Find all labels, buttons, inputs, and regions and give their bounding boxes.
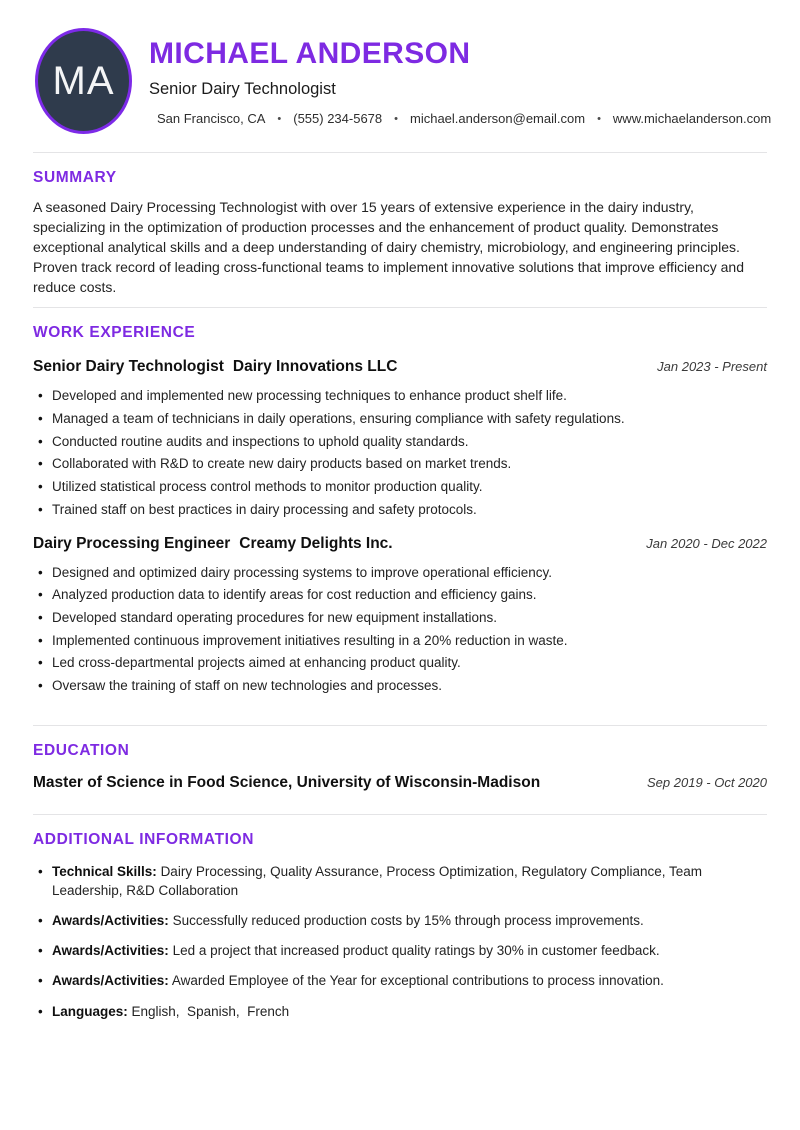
section-additional-information: [33, 814, 767, 1021]
education-entry: [33, 774, 767, 792]
bullet-separator-icon: •: [277, 112, 282, 125]
job-title: Senior Dairy Technologist: [33, 358, 224, 376]
additional-item: [33, 1002, 767, 1021]
job-bullet: • Designed and optimized dairy processing systems to improve operational efficiency.: [33, 563, 767, 582]
job-bullet: • Analyzed production data to identify areas for cost reduction and efficiency gains.: [33, 585, 767, 604]
additional-item-text: Dairy Processing, Quality Assurance, Process Optimization, Regulatory Compliance, Team Leadership, R&D Collaboration: [52, 863, 706, 898]
job-bullet: • Implemented continuous improvement initiatives resulting in a 20% reduction in waste.: [33, 631, 767, 650]
section-work-experience: [33, 307, 767, 724]
candidate-name: MICHAEL ANDERSON: [149, 37, 471, 70]
job-bullet-list: [33, 386, 767, 518]
job-bullet: • Oversaw the training of staff on new technologies and processes.: [33, 676, 767, 695]
job-dates: Jan 2023 - Present: [657, 359, 767, 375]
contact-website: www.michaelanderson.com: [612, 111, 772, 126]
summary-text: A seasoned Dairy Processing Technologist with over 15 years of extensive experience in the dairy industry, specializing in the optimization of production processes and the enhancement of product quality. Demonstrates exceptional analytical skills and a deep understanding of dairy chemistry, microbiology, and engineering principles. Proven track record of leading cross-functional teams to implement innovative solutions that improve efficiency and reduce costs.: [33, 199, 744, 295]
job-bullet: • Developed standard operating procedures for new equipment installations.: [33, 608, 767, 627]
job-header: [33, 358, 767, 376]
additional-item-text: Led a project that increased product quality ratings by 30% in customer feedback.: [172, 943, 660, 959]
job-bullet: • Conducted routine audits and inspections to uphold quality standards.: [33, 432, 767, 451]
work-experience-heading: WORK EXPERIENCE: [33, 324, 196, 342]
additional-item-label: Technical Skills:: [52, 863, 157, 879]
bullet-separator-icon: •: [597, 112, 601, 125]
avatar-initials: MA: [52, 58, 115, 103]
section-summary: [33, 152, 767, 307]
additional-item: [33, 941, 767, 960]
additional-item-text: Successfully reduced production costs by 15% through process improvements.: [172, 913, 644, 929]
additional-item: [33, 911, 767, 930]
job-company: Creamy Delights Inc.: [239, 534, 393, 552]
job-bullet: • Utilized statistical process control methods to monitor production quality.: [33, 477, 767, 496]
additional-item-text: English, Spanish, French: [131, 1003, 290, 1019]
education-dates: Sep 2019 - Oct 2020: [647, 774, 767, 790]
resume-header: [0, 0, 800, 134]
job-title: Dairy Processing Engineer: [33, 534, 231, 552]
contact-row: [149, 111, 771, 126]
job-bullet: • Trained staff on best practices in dairy processing and safety protocols.: [33, 500, 767, 519]
additional-item-label: Awards/Activities:: [52, 973, 169, 989]
candidate-title: Senior Dairy Technologist: [149, 80, 336, 98]
education-degree: Master of Science in Food Science, University of Wisconsin-Madison: [33, 773, 541, 791]
job-bullet: • Collaborated with R&D to create new dairy products based on market trends.: [33, 454, 767, 473]
job-bullet: • Managed a team of technicians in daily operations, ensuring compliance with safety regulations.: [33, 409, 767, 428]
job-company: Dairy Innovations LLC: [232, 358, 398, 376]
additional-item-label: Awards/Activities:: [52, 913, 169, 929]
job-title-line: [33, 358, 397, 376]
job-dates: Jan 2020 - Dec 2022: [646, 535, 767, 551]
additional-information-heading: ADDITIONAL INFORMATION: [33, 830, 254, 848]
bullet-separator-icon: •: [394, 112, 398, 125]
education-heading: EDUCATION: [33, 741, 130, 759]
section-education: [33, 725, 767, 814]
job-bullet: • Developed and implemented new processing techniques to enhance product shelf life.: [33, 386, 767, 405]
contact-phone: (555) 234-5678: [293, 111, 383, 126]
additional-item: [33, 862, 767, 900]
contact-email: michael.anderson@email.com: [410, 111, 586, 126]
additional-item-label: Awards/Activities:: [52, 943, 169, 959]
header-text: [149, 28, 771, 126]
additional-item: [33, 971, 767, 990]
additional-item-text: Awarded Employee of the Year for exceptional contributions to process innovation.: [171, 973, 664, 989]
contact-location: San Francisco, CA: [157, 111, 266, 126]
job-bullet: • Led cross-departmental projects aimed at enhancing product quality.: [33, 653, 767, 672]
job-bullet-list: [33, 563, 767, 695]
avatar: [35, 28, 132, 134]
job-header: [33, 535, 767, 553]
additional-item-label: Languages:: [52, 1003, 128, 1019]
job-entry: [33, 358, 767, 518]
summary-heading: SUMMARY: [33, 169, 117, 186]
job-entry: [33, 535, 767, 695]
additional-list: [33, 862, 767, 1021]
job-title-line: [33, 535, 393, 553]
